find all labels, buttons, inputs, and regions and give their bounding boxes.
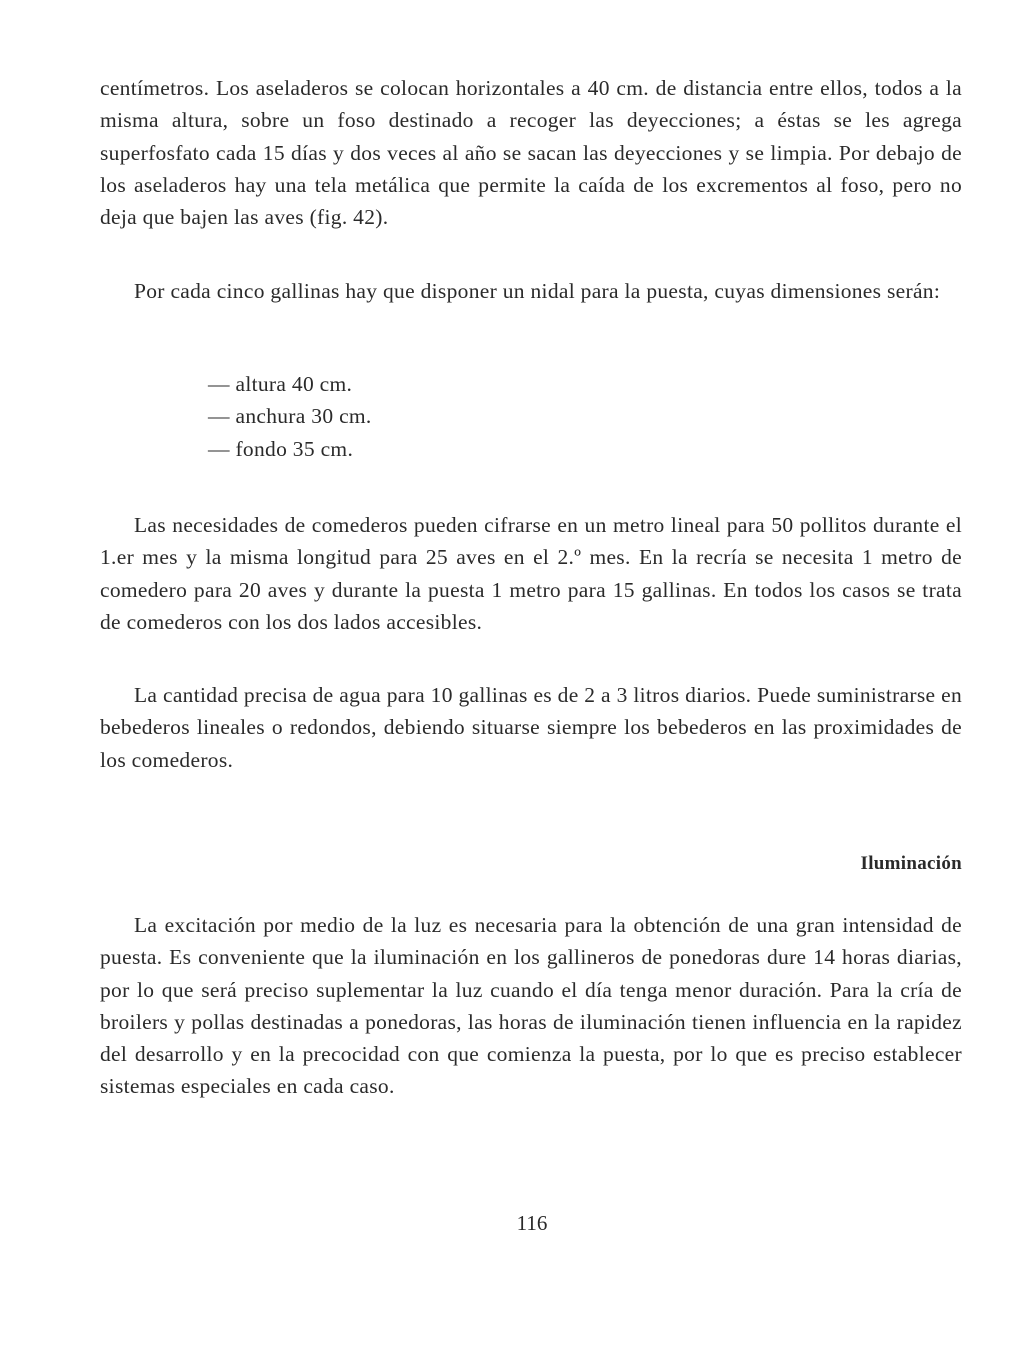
paragraph-comederos: Las necesidades de comederos pueden cifrarse en un metro lineal para 50 pollitos durante el 1.er mes y la misma longitud para 25 aves en el 2.º mes. En la recría se necesita 1 metro de comedero para 20 aves y durante la puesta 1 metro para 15 gallinas. En todos los casos se trata de comederos con los dos lados accesibles.: [100, 513, 962, 634]
list-item-fondo: — fondo 35 cm.: [208, 436, 354, 461]
section-heading: Iluminación: [860, 853, 962, 874]
paragraph-nidales: Por cada cinco gallinas hay que disponer un nidal para la puesta, cuyas dimensiones serán:: [134, 279, 941, 303]
paragraph-agua: La cantidad precisa de agua para 10 gallinas es de 2 a 3 litros diarios. Puede suministrarse en bebederos lineales o redondos, debiendo situarse siempre los bebederos en las proximidades de los comederos.: [100, 683, 962, 772]
list-item-anchura: — anchura 30 cm.: [208, 404, 372, 429]
paragraph-iluminacion: La excitación por medio de la luz es necesaria para la obtención de una gran intensidad de puesta. Es conveniente que la iluminación en los gallineros de ponedoras dure 14 horas diarias, por lo que será preciso suplementar la luz cuando el día tenga menor duración. Para la cría de broilers y pollas destinadas a ponedoras, las horas de iluminación tienen influencia en la rapidez del desarrollo y en la precocidad con que comienza la puesta, por lo que es preciso establecer sistemas especiales en cada caso.: [100, 913, 962, 1099]
paragraph-aseladeros: centímetros. Los aseladeros se colocan horizontales a 40 cm. de distancia entre ellos, todos a la misma altura, sobre un foso destinado a recoger las deyecciones; a éstas se les agrega superfosfato cada 15 días y dos veces al año se sacan las deyecciones y se limpia. Por debajo de los aseladeros hay una tela metálica que permite la caída de los excrementos al foso, pero no deja que bajen las aves (fig. 42).: [100, 76, 962, 230]
nidal-dimensions-list: [208, 368, 372, 465]
page-number: 116: [516, 1211, 548, 1235]
list-item-altura: — altura 40 cm.: [208, 372, 353, 396]
